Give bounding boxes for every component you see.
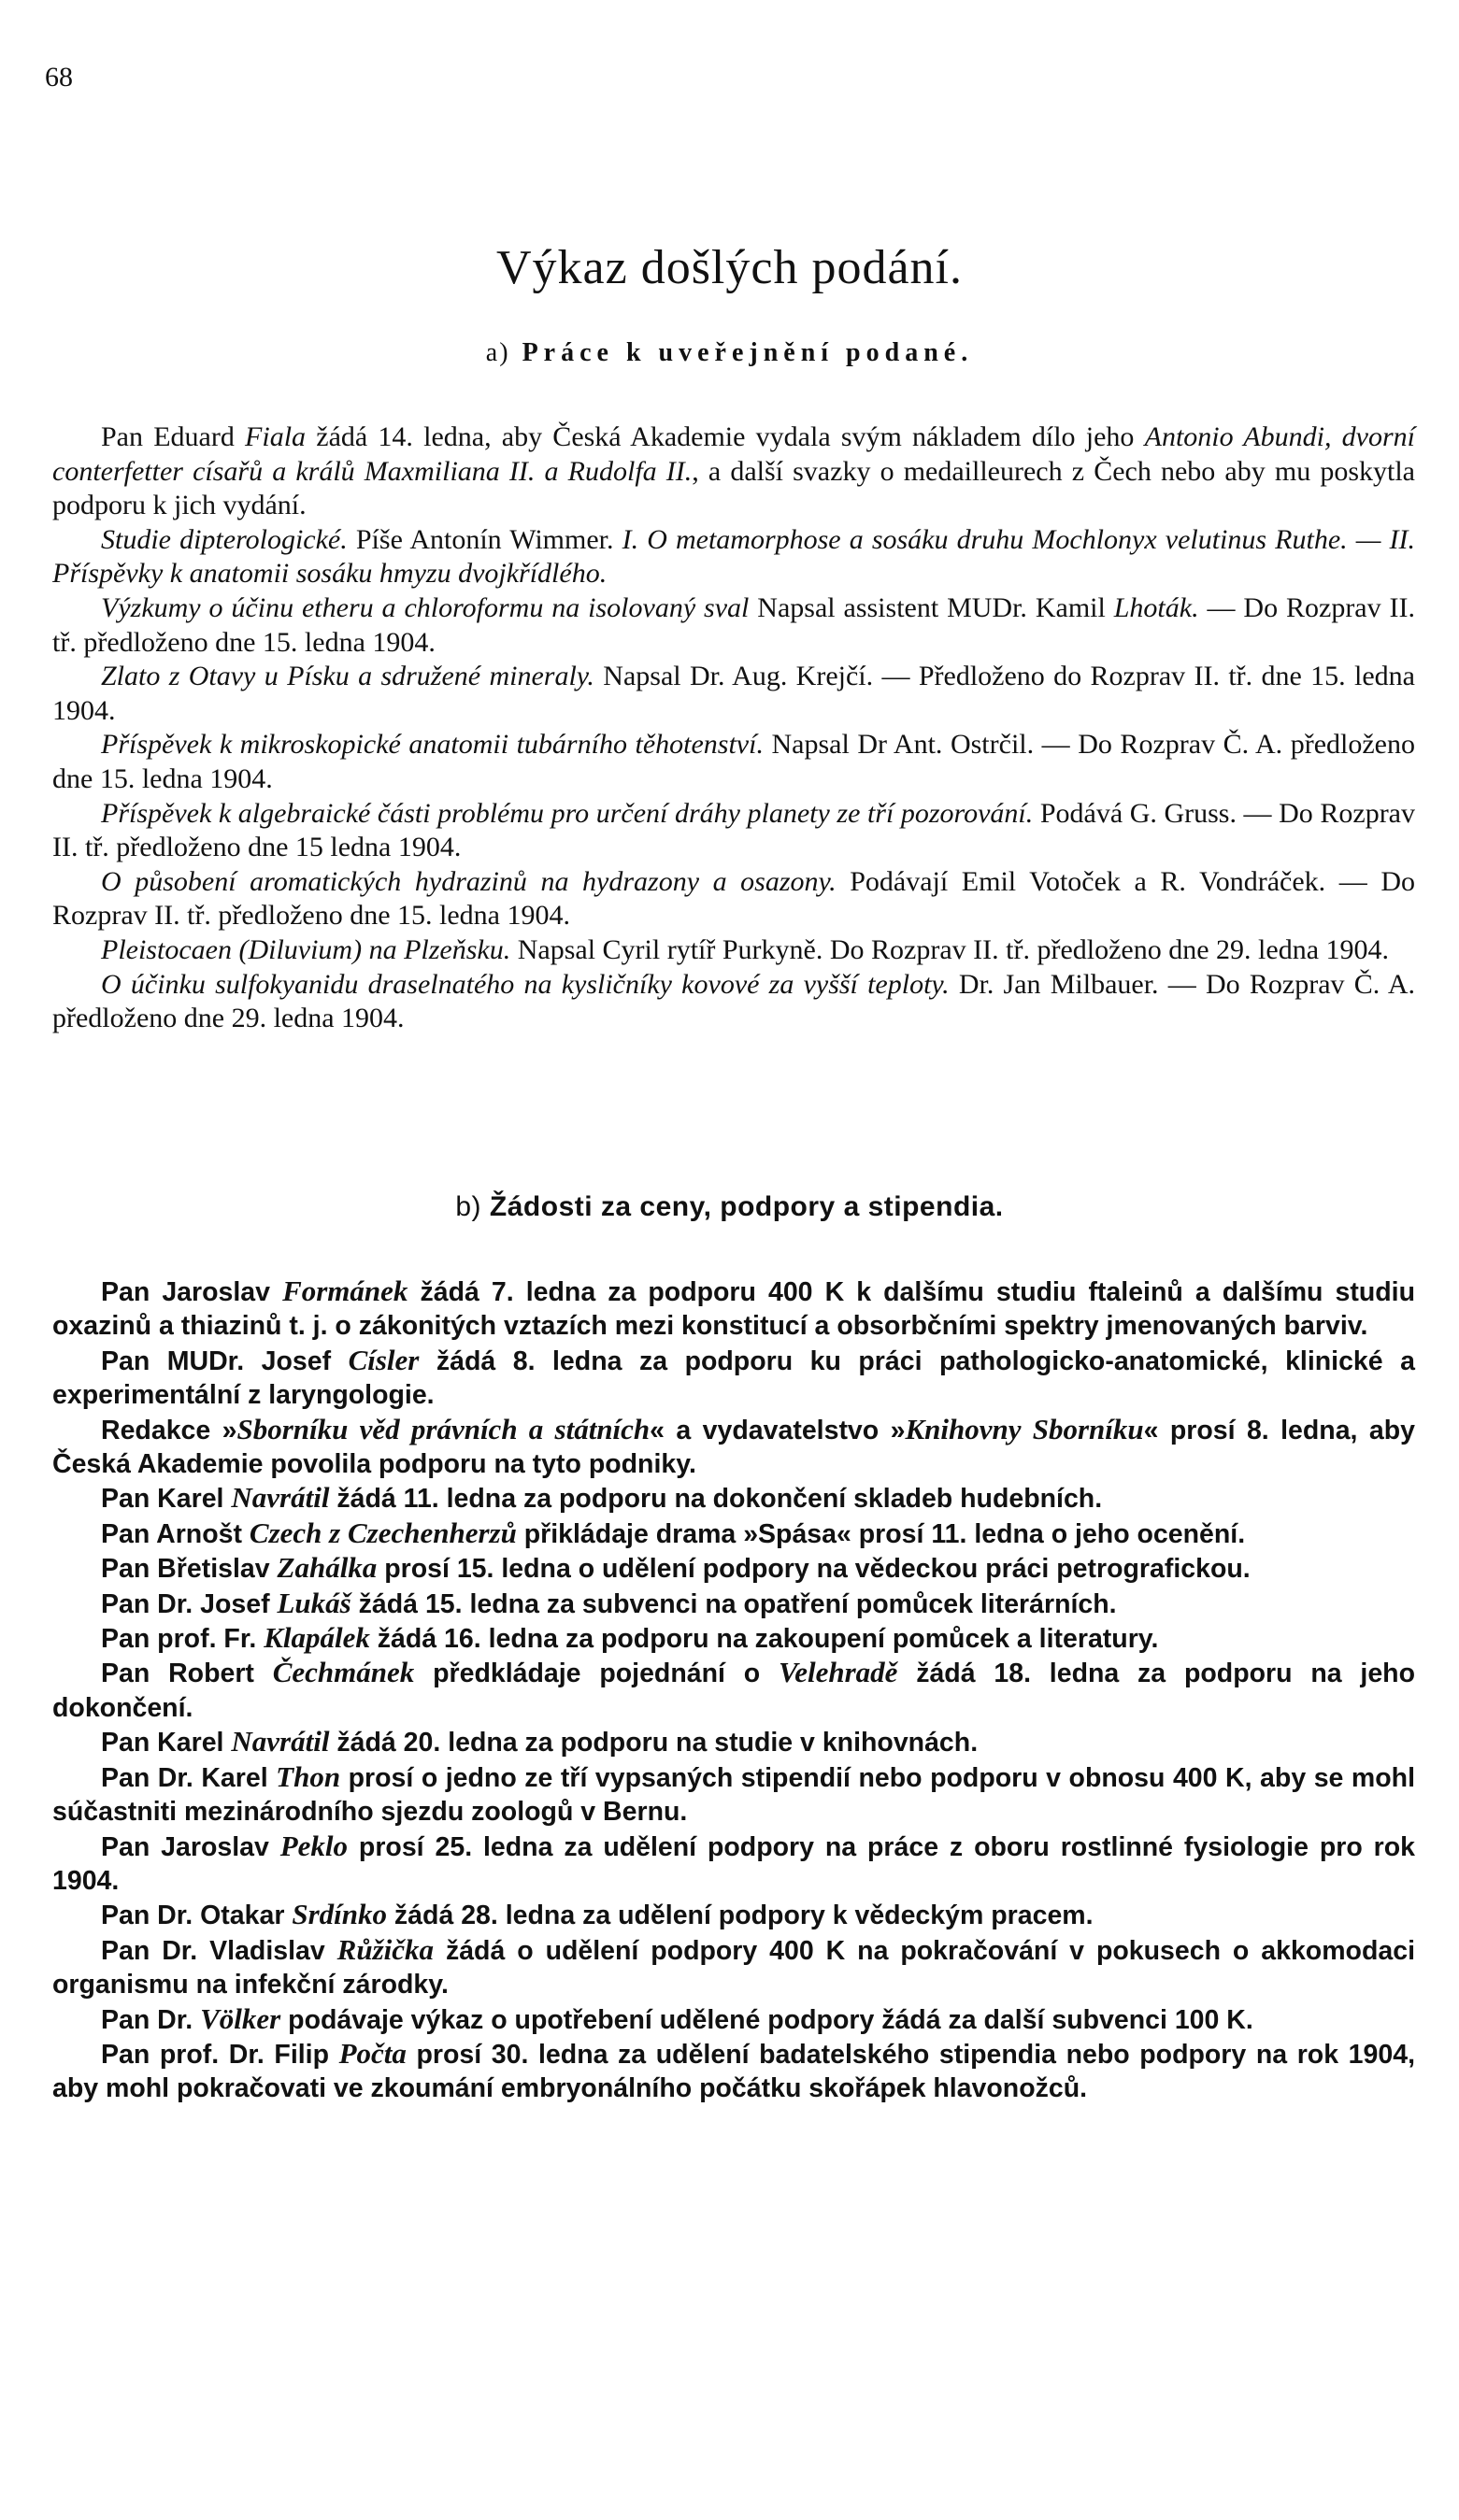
entry-text: Podává G. Gruss. — Do Rozprav II. tř. předloženo dne 15 ledna 1904. (52, 797, 1415, 863)
entry-paragraph (52, 968, 1415, 1036)
entry-italic-text: Lhoták. (1113, 591, 1199, 623)
entry-paragraph (52, 1413, 1415, 1482)
entry-italic-text: O účinku sulfokyanidu draselnatého na kysličníky kovové za vyšší teploty. (101, 968, 950, 1000)
entry-text: žádá 14. ledna, aby Česká Akademie vydala svým nákladem dílo jeho (306, 421, 1145, 452)
entry-italic-text: Pleistocaen (Diluvium) na Plzeňsku. (101, 933, 511, 965)
entry-text: Pan Dr. Otakar (101, 1901, 293, 1931)
entry-paragraph (52, 797, 1415, 865)
entry-text: přikládaje drama »Spása« prosí 11. ledna o jeho ocenění. (516, 1518, 1246, 1549)
entry-paragraph (52, 1829, 1415, 1899)
entry-text: « a vydavatelstvo » (650, 1415, 906, 1445)
entry-italic-text: O působení aromatických hydrazinů na hydrazony a osazony. (101, 865, 837, 897)
entry-italic-text: Srdínko (292, 1898, 388, 1931)
entry-text: Pan Dr. Karel (101, 1762, 277, 1793)
entry-text: podávaje výkaz o upotřebení udělené podpory žádá za další subvenci 100 K. (280, 2004, 1253, 2035)
entry-paragraph (52, 933, 1415, 968)
entry-paragraph (52, 1587, 1415, 1621)
entry-text: žádá o udělení podpory 400 K na pokračování v pokusech o akkomodaci organismu na infekční zárodky. (52, 1935, 1415, 2000)
entry-text: Redakce » (101, 1415, 237, 1445)
entry-paragraph (52, 1551, 1415, 1586)
entry-paragraph (52, 420, 1415, 523)
entry-text: žádá 11. ledna za podporu na dokončení skladeb hudebních. (329, 1484, 1103, 1515)
entry-paragraph (52, 1274, 1415, 1344)
entry-paragraph (52, 591, 1415, 660)
entry-italic-text: Příspěvek k algebraické části problému pro určení dráhy planety ze tří pozorování. (101, 797, 1034, 829)
entry-text: Dr. Jan Milbauer. — Do Rozprav Č. A. předloženo dne 29. ledna 1904. (52, 968, 1415, 1034)
entry-italic-text: Antonio Abundi, dvorní conterfetter císařů a králů Maxmiliana II. a Rudolfa II. (52, 421, 1415, 487)
entry-text: Napsal Dr Ant. Ostrčil. — Do Rozprav Č. A. předloženo dne 15. ledna 1904. (52, 729, 1416, 794)
entry-text: Pan Eduard (101, 421, 246, 452)
entry-text: prosí 15. ledna o udělení podpory na vědeckou práci petrografickou. (377, 1554, 1251, 1585)
entry-italic-text: Zlato z Otavy u Písku a sdružené mineraly. (101, 661, 594, 692)
page-number: 68 (45, 62, 73, 93)
section-a-label: a) (485, 338, 510, 367)
section-a-title: Práce k uveřejnění podané. (522, 338, 974, 367)
entry-text: Pan Dr. Josef (101, 1588, 278, 1619)
entry-text: předkládaje pojednání o (414, 1659, 779, 1689)
entry-italic-text: Růžička (336, 1932, 435, 1966)
entry-italic-text: Navrátil (231, 1725, 330, 1758)
entry-italic-text: Příspěvek k mikroskopické anatomii tubárního těhotenství. (101, 729, 764, 761)
entry-paragraph (52, 1760, 1415, 1829)
entry-text: Pan Jaroslav (101, 1831, 280, 1862)
entry-text: prosí 25. ledna za udělení podpory na práce z oboru rostlinné fysiologie pro rok 1904. (52, 1831, 1415, 1896)
entry-italic-text: Navrátil (231, 1481, 330, 1515)
entry-italic-text: Sborníku věd právních a státních (236, 1412, 651, 1445)
entry-text: žádá 18. ledna za podporu na jeho dokončení. (52, 1659, 1415, 1723)
entry-italic-text: Výzkumy o účinu etheru a chloroformu na isolovaný sval (101, 591, 750, 623)
entry-text: prosí 30. ledna za udělení badatelského stipendia nebo podpory na rok 1904, aby mohl pokračovati ve zkoumání embryonálního počátku skořápek hlavonožců. (52, 2039, 1415, 2104)
entry-text: Pan MUDr. Josef (101, 1345, 349, 1376)
section-b-label: b) (455, 1191, 482, 1222)
entry-italic-text: Velehradě (778, 1656, 898, 1689)
entry-paragraph (52, 2002, 1415, 2037)
section-a-list (52, 420, 1415, 1036)
entry-text: Pan Arnošt (101, 1518, 250, 1549)
entry-text: žádá 7. ledna za podporu 400 K k dalšímu studiu ftaleinů a dalšímu studiu oxazinů a thiazinů t. j. o zákonitých vztazích mezi konstitucí a obsorbčními spektry jmenovaných barviv. (52, 1277, 1415, 1342)
entry-text: « prosí 8. ledna, aby Česká Akademie povolila podporu na tyto podniky. (52, 1415, 1415, 1480)
entry-italic-text: Císler (348, 1343, 420, 1376)
section-a-heading (0, 338, 1459, 368)
entry-paragraph (52, 1344, 1415, 1413)
entry-paragraph (52, 1516, 1415, 1551)
entry-text: Pan Karel (101, 1728, 232, 1758)
entry-text: Napsal Dr. Aug. Krejčí. — Předloženo do Rozprav II. tř. dne 15. ledna 1904. (52, 661, 1415, 726)
entry-text: Pan Jaroslav (101, 1277, 283, 1307)
entry-italic-text: Lukáš (277, 1586, 351, 1619)
entry-italic-text: Klapálek (264, 1621, 370, 1655)
entry-text: — Do Rozprav II. tř. předloženo dne 15. ledna 1904. (52, 591, 1416, 658)
entry-paragraph (52, 660, 1415, 728)
entry-paragraph (52, 523, 1415, 591)
entry-text: žádá 16. ledna za podporu na zakoupení pomůcek a literatury. (369, 1624, 1159, 1655)
entry-italic-text: Knihovny Sborníku (905, 1412, 1144, 1445)
entry-text: žádá 20. ledna za podporu na studie v knihovnách. (329, 1728, 979, 1758)
entry-text: žádá 28. ledna za udělení podpory k vědeckým pracem. (387, 1901, 1094, 1931)
section-b-heading (0, 1191, 1459, 1223)
entry-text: Píše Antonín Wimmer. (347, 523, 622, 555)
entry-paragraph (52, 728, 1415, 796)
entry-text: Pan Břetislav (101, 1554, 278, 1585)
entry-paragraph (52, 865, 1415, 933)
entry-italic-text: Czech z Czechenherzů (249, 1516, 517, 1549)
entry-italic-text: Zahálka (277, 1551, 378, 1585)
entry-italic-text: Völker (200, 2001, 281, 2035)
entry-text: , a další svazky o medailleurech z Čech nebo aby mu poskytla podporu k jich vydání. (52, 455, 1415, 521)
entry-text: Pan Dr. (101, 2004, 201, 2035)
entry-italic-text: I. O metamorphose a sosáku druhu Mochlonyx velutinus Ruthe. — II. Příspěvky k anatomii sosáku hmyzu dvojkřídlého. (52, 523, 1416, 590)
entry-paragraph (52, 1898, 1415, 1932)
entry-text: Podávají Emil Votoček a R. Vondráček. — Do Rozprav II. tř. předloženo dne 15. ledna 1904. (52, 865, 1415, 932)
entry-text: Pan prof. Fr. (101, 1624, 265, 1655)
entry-italic-text: Thon (276, 1759, 341, 1793)
entry-italic-text: Peklo (279, 1829, 349, 1862)
section-b-list (52, 1274, 1415, 2106)
entry-italic-text: Studie dipterologické. (101, 523, 348, 555)
entry-paragraph (52, 1621, 1415, 1656)
entry-text: Pan Robert (101, 1659, 273, 1689)
entry-paragraph (52, 1656, 1415, 1725)
entry-text: Pan Dr. Vladislav (101, 1935, 337, 1966)
entry-paragraph (52, 1481, 1415, 1516)
entry-paragraph (52, 1725, 1415, 1759)
section-b-title: Žádosti za ceny, podpory a stipendia. (489, 1191, 1004, 1222)
entry-paragraph (52, 1933, 1415, 2002)
entry-text: Pan prof. Dr. Filip (101, 2039, 339, 2070)
entry-paragraph (52, 2037, 1415, 2106)
entry-italic-text: Formánek (282, 1274, 408, 1307)
entry-italic-text: Fiala (245, 421, 307, 452)
entry-text: žádá 15. ledna za subvenci na opatření pomůcek literárních. (350, 1588, 1117, 1619)
entry-italic-text: Počta (338, 2036, 407, 2070)
entry-text: prosí o jedno ze tří vypsaných stipendií nebo podporu v obnosu 400 K, aby se mohl súčastniti mezinárodního sjezdu zoologů v Bernu. (52, 1762, 1415, 1828)
entry-text: Napsal assistent MUDr. Kamil (749, 591, 1114, 623)
entry-text: žádá 8. ledna za podporu ku práci pathologicko-anatomické, klinické a experimentální z laryngologie. (52, 1345, 1415, 1411)
entry-text: Napsal Cyril rytíř Purkyně. Do Rozprav II. tř. předloženo dne 29. ledna 1904. (510, 933, 1390, 965)
page-title: Výkaz došlých podání. (495, 240, 963, 294)
entry-text: Pan Karel (101, 1484, 232, 1515)
entry-italic-text: Čechmánek (272, 1656, 415, 1689)
